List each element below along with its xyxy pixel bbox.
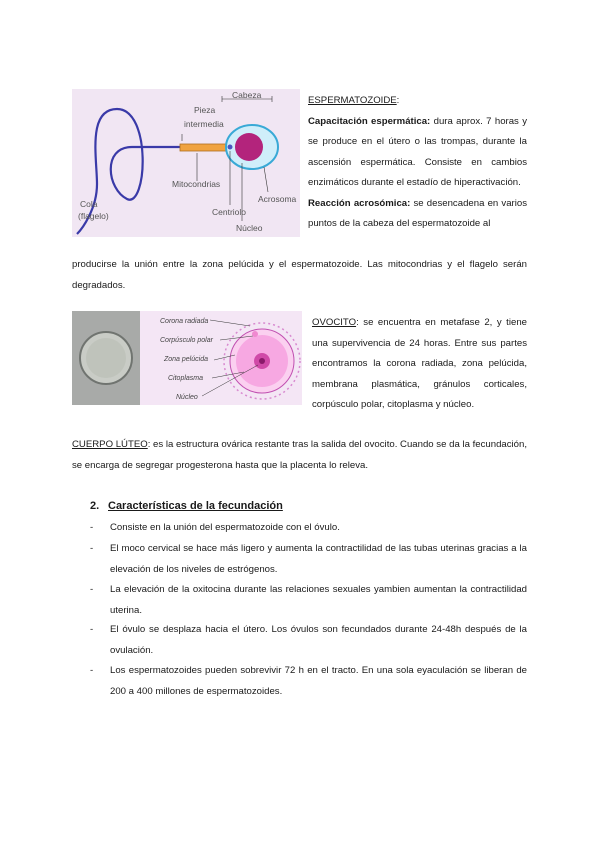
list-dash: - — [90, 624, 94, 635]
sperm-diagram-svg — [72, 89, 300, 237]
label-zona: Zona pelúcida — [164, 356, 208, 363]
label-nucleo: Núcleo — [236, 223, 263, 233]
list-item — [90, 661, 527, 702]
list-dash: - — [90, 522, 94, 533]
reaccion-text: se desencadena en varios puntos de la cabeza del espermatozoide al — [308, 197, 527, 229]
leader-corona — [210, 320, 250, 326]
label-centriolo: Centriolo — [212, 207, 247, 217]
label-intermedia: intermedia — [184, 119, 224, 129]
label-corona: Corona radiada — [160, 318, 209, 325]
capacitacion-label: Capacitación espermática: — [308, 115, 431, 127]
cuerpo-luteo-heading: CUERPO LÚTEO — [72, 439, 148, 450]
cuerpo-luteo-text — [72, 435, 527, 476]
label-citoplasma: Citoplasma — [168, 375, 204, 382]
sperm-midpiece — [180, 144, 228, 151]
section-2-number: 2. — [90, 500, 100, 512]
sperm-diagram — [72, 89, 300, 237]
sperm-heading: ESPERMATOZOIDE — [308, 95, 397, 106]
list-dash: - — [90, 543, 94, 554]
label-corpusculo: Corpúsculo polar — [160, 337, 213, 344]
oocyte-diagram — [72, 311, 302, 405]
list-item — [90, 580, 527, 621]
sperm-centriole — [228, 145, 233, 150]
oocyte-body: : se encuentra en metafase 2, y tiene una supervivencia de 24 horas. Entre sus partes encontramos la corona radiada, zona pelúcida, membrana plasmática, gránulos corticales, corpúsculo polar, citoplasma y núcleo. — [312, 317, 527, 410]
list-item-text: Consiste en la unión del espermatozoide con el óvulo. — [110, 522, 340, 533]
oocyte-text — [312, 313, 527, 416]
list-item — [90, 539, 527, 580]
oocyte-heading: OVOCITO — [312, 317, 357, 328]
label-acrosoma: Acrosoma — [258, 194, 297, 204]
reaccion-label: Reacción acrosómica: — [308, 197, 411, 209]
label-pieza: Pieza — [194, 105, 216, 115]
acrosome-leader — [264, 167, 268, 192]
capacitacion-text: dura aprox. 7 horas y se produce en el útero o las trompas, durante la ascensión espermática. Consiste en cambios enzimáticos durante el estadío de hiperactivación. — [308, 115, 528, 188]
list-item-text: El óvulo se desplaza hacia el útero. Los óvulos son fecundados durante 24-48h después de la ovulación. — [110, 624, 527, 656]
sperm-text — [308, 91, 527, 235]
list-item-text: La elevación de la oxitocina durante las relaciones sexuales yambien aumentan la contractilidad uterina. — [110, 584, 527, 616]
oocyte-diagram-svg — [72, 311, 302, 405]
label-mitocondrias: Mitocondrias — [172, 179, 221, 189]
section-2-title-text: Características de la fecundación — [108, 500, 283, 512]
label-cola: Cola — [80, 199, 98, 209]
cuerpo-luteo-body: : es la estructura ovárica restante tras la salida del ovocito. Cuando se da la fecundación, se encarga de segregar progesterona hasta que la placenta lo releva. — [72, 439, 528, 471]
label-oocyte-nucleo: Núcleo — [176, 394, 198, 401]
label-flagelo: (flagelo) — [78, 211, 109, 221]
sperm-heading-colon: : — [396, 95, 400, 106]
list-item — [90, 620, 527, 661]
oocyte-photo-inner — [86, 338, 126, 378]
list-item-text: Los espermatozoides pueden sobrevivir 72 h en el tracto. En una sola eyaculación se liberan de 200 a 400 millones de espermatozoides. — [110, 665, 527, 697]
list-dash: - — [90, 665, 94, 676]
reaccion-continuation: producirse la unión entre la zona pelúcida y el espermatozoide. Las mitocondrias y el flagelo serán degradados. — [72, 259, 527, 291]
list-item-text: El moco cervical se hace más ligero y aumenta la contractilidad de las tubas uterinas gracias a la elevación de los niveles de estrógenos. — [110, 543, 527, 575]
oocyte-nucleolus — [259, 358, 265, 364]
list-dash: - — [90, 584, 94, 595]
label-cabeza: Cabeza — [232, 90, 262, 100]
sperm-nucleus — [235, 133, 263, 161]
section-2-title — [90, 498, 283, 514]
list-item — [90, 518, 527, 539]
